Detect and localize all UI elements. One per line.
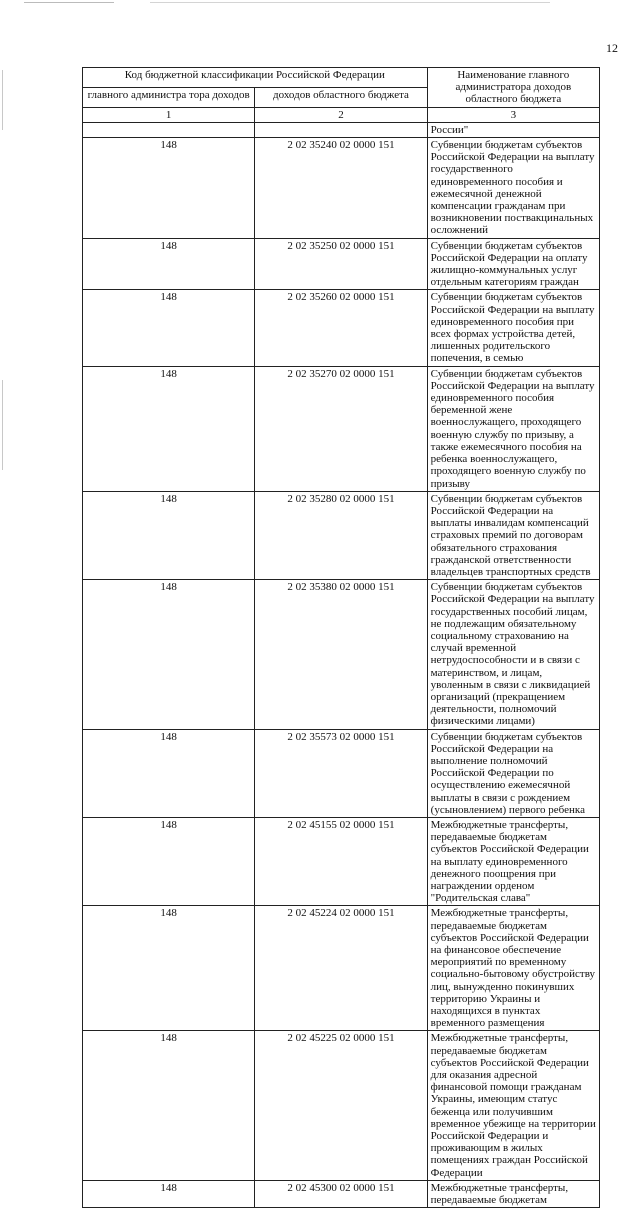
revenue-name-cell: Субвенции бюджетам субъектов Российской Федерации на выплаты инвалидам компенсаций страховых премий по договорам обязательного страхования гражданской ответственности владельцев транспортных средств bbox=[427, 491, 599, 579]
revenue-name-cell: Межбюджетные трансферты, передаваемые бюджетам субъектов Российской Федерации на финансовое обеспечение мероприятий по временному социально-бытовому обустройству лиц, вынужденно покинувших территорию Украины и находящихся в пунктах временного размещения bbox=[427, 906, 599, 1031]
table-row bbox=[83, 1031, 600, 1180]
budget-code-cell: 2 02 35240 02 0000 151 bbox=[255, 138, 427, 239]
revenue-name-cell: Межбюджетные трансферты, передаваемые бюджетам субъектов Российской Федерации для оказания адресной финансовой помощи гражданам Украины, имеющим статус беженца или получившим временное убежище на территории Российской Федерации и проживающим в жилых помещениях граждан Российской Федерации bbox=[427, 1031, 599, 1180]
admin-code-cell: 148 bbox=[83, 1180, 255, 1207]
revenue-name-cell: Субвенции бюджетам субъектов Российской Федерации на выплату единовременного пособия беременной жене военнослужащего, проходящего военную службу по призыву, а также ежемесячного пособия на ребенка военнослужащего, проходящего военную службу по призыву bbox=[427, 366, 599, 491]
revenue-name-cell: Субвенции бюджетам субъектов Российской Федерации на выполнение полномочий Российской Федерации по осуществлению ежемесячной выплаты в связи с рождением (усыновлением) первого ребенка bbox=[427, 729, 599, 817]
scan-edge-mark bbox=[2, 70, 3, 130]
admin-code-cell: 148 bbox=[83, 580, 255, 729]
column-number: 1 bbox=[83, 107, 255, 122]
budget-code-cell: 2 02 45224 02 0000 151 bbox=[255, 906, 427, 1031]
revenue-name-cell: Субвенции бюджетам субъектов Российской Федерации на оплату жилищно-коммунальных услуг отдельным категориям граждан bbox=[427, 238, 599, 290]
continuation-text: России" bbox=[427, 122, 599, 137]
header-code-column: доходов областного бюджета bbox=[255, 87, 427, 107]
budget-code-cell: 2 02 45300 02 0000 151 bbox=[255, 1180, 427, 1207]
table-row bbox=[83, 138, 600, 239]
empty-cell bbox=[255, 122, 427, 137]
admin-code-cell: 148 bbox=[83, 817, 255, 905]
revenue-name-cell: Субвенции бюджетам субъектов Российской Федерации на выплату единовременного пособия при всех формах устройства детей, лишенных родительского попечения, в семью bbox=[427, 290, 599, 366]
table-row bbox=[83, 817, 600, 905]
budget-code-cell: 2 02 35270 02 0000 151 bbox=[255, 366, 427, 491]
budget-classification-table bbox=[82, 67, 600, 1208]
scan-edge-mark bbox=[24, 2, 114, 3]
table-row bbox=[83, 366, 600, 491]
scan-edge-mark bbox=[2, 380, 3, 470]
header-name-column: Наименование главного администратора доходов областного бюджета bbox=[427, 68, 599, 108]
page-number: 12 bbox=[606, 41, 618, 55]
table-row bbox=[83, 906, 600, 1031]
column-number: 3 bbox=[427, 107, 599, 122]
table-row bbox=[83, 290, 600, 366]
budget-code-cell: 2 02 35380 02 0000 151 bbox=[255, 580, 427, 729]
table-row bbox=[83, 729, 600, 817]
empty-cell bbox=[83, 122, 255, 137]
admin-code-cell: 148 bbox=[83, 366, 255, 491]
budget-code-cell: 2 02 35250 02 0000 151 bbox=[255, 238, 427, 290]
column-number: 2 bbox=[255, 107, 427, 122]
table-row bbox=[83, 238, 600, 290]
scan-edge-mark bbox=[150, 2, 550, 3]
budget-code-cell: 2 02 35280 02 0000 151 bbox=[255, 491, 427, 579]
revenue-name-cell: Межбюджетные трансферты, передаваемые бюджетам bbox=[427, 1180, 599, 1207]
table-body bbox=[83, 138, 600, 1208]
budget-code-cell: 2 02 45155 02 0000 151 bbox=[255, 817, 427, 905]
table-row bbox=[83, 1180, 600, 1207]
admin-code-cell: 148 bbox=[83, 1031, 255, 1180]
budget-code-cell: 2 02 45225 02 0000 151 bbox=[255, 1031, 427, 1180]
admin-code-cell: 148 bbox=[83, 238, 255, 290]
table-header-row bbox=[83, 68, 600, 88]
column-number-row bbox=[83, 107, 600, 122]
header-admin-column: главного администра тора доходов bbox=[83, 87, 255, 107]
budget-code-cell: 2 02 35573 02 0000 151 bbox=[255, 729, 427, 817]
budget-code-cell: 2 02 35260 02 0000 151 bbox=[255, 290, 427, 366]
revenue-name-cell: Субвенции бюджетам субъектов Российской Федерации на выплату государственного единовременного пособия и ежемесячной денежной компенсации гражданам при возникновении поствакцинальных осложнений bbox=[427, 138, 599, 239]
admin-code-cell: 148 bbox=[83, 729, 255, 817]
admin-code-cell: 148 bbox=[83, 906, 255, 1031]
table-row bbox=[83, 580, 600, 729]
header-group-title: Код бюджетной классификации Российской Федерации bbox=[83, 68, 428, 88]
table-row bbox=[83, 491, 600, 579]
admin-code-cell: 148 bbox=[83, 491, 255, 579]
revenue-name-cell: Межбюджетные трансферты, передаваемые бюджетам субъектов Российской Федерации на выплату единовременного денежного поощрения при награждении орденом "Родительская слава" bbox=[427, 817, 599, 905]
admin-code-cell: 148 bbox=[83, 290, 255, 366]
continuation-row bbox=[83, 122, 600, 137]
admin-code-cell: 148 bbox=[83, 138, 255, 239]
revenue-name-cell: Субвенции бюджетам субъектов Российской Федерации на выплату государственных пособий лицам, не подлежащим обязательному социальному страхованию на случай временной нетрудоспособности и в связи с материнством, и лицам, уволенным в связи с ликвидацией организаций (прекращением деятельности, полномочий физическими лицами) bbox=[427, 580, 599, 729]
